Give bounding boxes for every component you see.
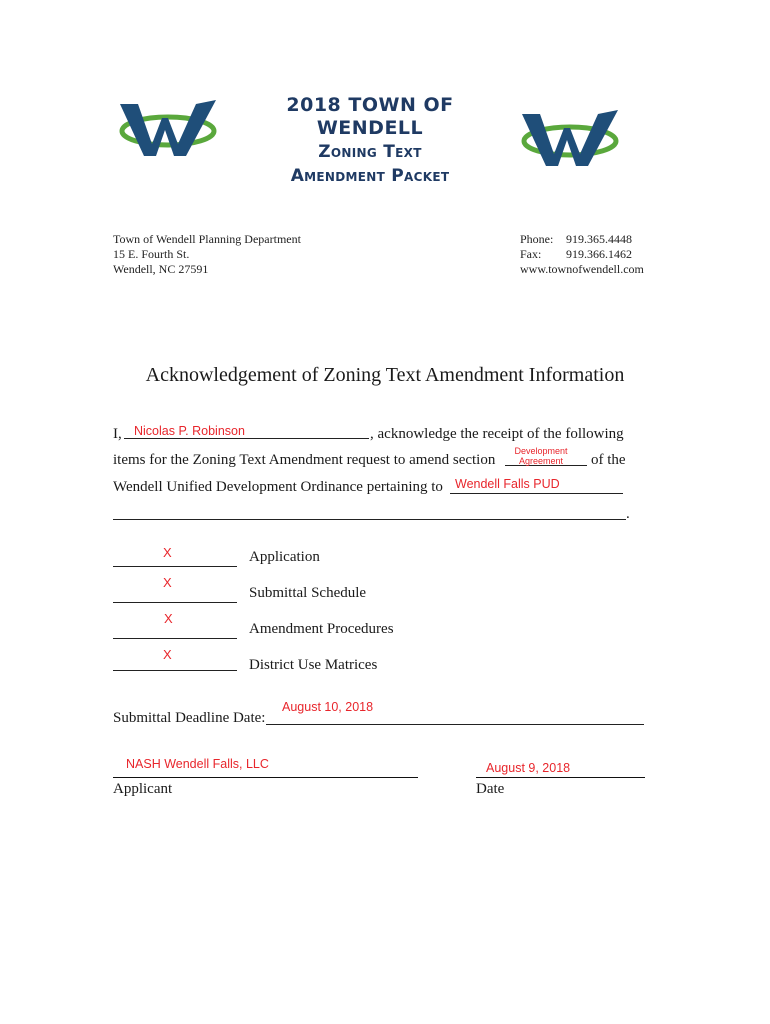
deadline-label: Submittal Deadline Date: xyxy=(113,710,266,726)
checklist-mark-4[interactable]: X xyxy=(163,647,172,662)
wendell-w-logo-icon xyxy=(116,98,224,160)
department-address xyxy=(113,232,301,277)
city-state-zip: Wendell, NC 27591 xyxy=(113,262,209,276)
name-field[interactable]: Nicolas P. Robinson xyxy=(134,424,245,438)
pertaining-field[interactable]: Wendell Falls PUD xyxy=(455,477,560,491)
wendell-w-logo-icon-right xyxy=(518,108,626,170)
checklist-line-2 xyxy=(113,602,237,603)
checklist-line-1 xyxy=(113,566,237,567)
pertaining-field-line xyxy=(450,493,623,494)
date-field[interactable]: August 9, 2018 xyxy=(486,761,571,775)
deadline-field[interactable]: August 10, 2018 xyxy=(282,700,374,714)
packet-title xyxy=(230,94,510,188)
department-name: Town of Wendell Planning Department xyxy=(113,232,301,246)
line3-prefix: Wendell Unified Development Ordinance pertaining to xyxy=(113,479,443,495)
contact-info xyxy=(520,232,644,277)
fax-row xyxy=(520,247,644,262)
phone-row xyxy=(520,232,644,247)
checklist-label-4: District Use Matrices xyxy=(249,657,378,673)
website-link[interactable]: www.townofwendell.com xyxy=(520,262,644,276)
phone-number: 919.365.4448 xyxy=(566,232,632,246)
section-field[interactable] xyxy=(507,446,575,466)
applicant-field[interactable]: NASH Wendell Falls, LLC xyxy=(126,757,269,771)
line1-prefix: I, xyxy=(113,426,122,442)
date-label: Date xyxy=(476,781,505,797)
date-signature-line xyxy=(476,777,645,778)
checklist-mark-2[interactable]: X xyxy=(163,575,172,590)
phone-label: Phone: xyxy=(520,232,554,246)
deadline-field-line xyxy=(266,724,644,725)
title-line-4: Amendment Packet xyxy=(290,166,450,186)
street-address: 15 E. Fourth St. xyxy=(113,247,190,261)
checklist-label-3: Amendment Procedures xyxy=(249,621,394,637)
section-field-line1: Development xyxy=(514,446,568,456)
title-line-1: 2018 TOWN OF xyxy=(286,94,454,116)
fax-number: 919.366.1462 xyxy=(566,247,632,261)
checklist-label-1: Application xyxy=(249,549,320,565)
checklist-mark-3[interactable]: X xyxy=(164,611,173,626)
line1-suffix: , acknowledge the receipt of the following xyxy=(370,426,624,442)
line2-suffix: of the xyxy=(591,452,626,468)
title-line-3: Zoning Text xyxy=(318,142,422,162)
checklist-mark-1[interactable]: X xyxy=(163,545,172,560)
checklist-label-2: Submittal Schedule xyxy=(249,585,367,601)
checklist-line-4 xyxy=(113,670,237,671)
line2-prefix: items for the Zoning Text Amendment request to amend section xyxy=(113,452,496,468)
section-field-line2: Agreement xyxy=(518,456,564,466)
continuation-line[interactable] xyxy=(113,519,626,520)
line4-period: . xyxy=(626,506,630,522)
checklist-line-3 xyxy=(113,638,237,639)
name-field-line xyxy=(124,438,369,439)
applicant-signature-line xyxy=(113,777,418,778)
applicant-label: Applicant xyxy=(113,781,173,797)
title-line-2: WENDELL xyxy=(316,117,424,139)
form-heading: Acknowledgement of Zoning Text Amendment Information xyxy=(145,364,625,386)
fax-label: Fax: xyxy=(520,247,542,261)
